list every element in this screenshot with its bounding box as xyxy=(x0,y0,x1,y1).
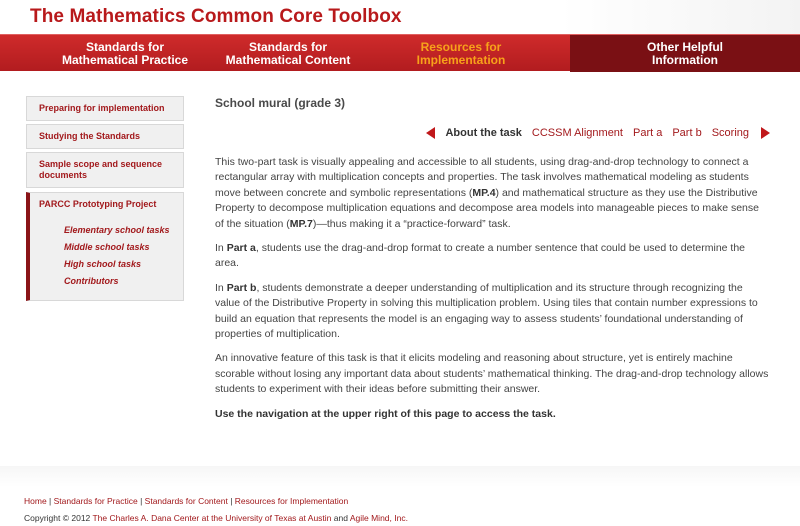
site-title[interactable]: The Mathematics Common Core Toolbox xyxy=(30,6,402,27)
sidebar-item-preparing[interactable] xyxy=(26,96,184,121)
footer-links xyxy=(24,496,348,506)
nav-label-line2: Information xyxy=(651,52,718,67)
nav-label-line1: Standards for xyxy=(85,39,164,54)
sidebar-item-label: Studying the Standards xyxy=(39,131,141,141)
sidebar-item-studying[interactable] xyxy=(26,124,184,149)
footer-link-agile-mind[interactable]: Agile Mind, Inc. xyxy=(349,513,408,523)
text: This two-part task is visually appealing and accessible to all students, using drag-and-drop technology to connect a rectangular array with multiplication concepts and properties. The task involves mathematical modeling as students move between concrete and symbolic representations ( xyxy=(215,156,749,199)
main-nav xyxy=(0,34,800,71)
paragraph-part-b xyxy=(215,281,770,343)
text: , students demonstrate a deeper understanding of multiplication and its structure through recognizing the value of the Distributive Property in solving this multiplication problem. Using tiles that contain number expressions to build an equation that represents the model is an engaging way to assess students’ foundational understanding of properties of multiplication. xyxy=(215,281,758,341)
text: )—thus making it a “practice-forward” task. xyxy=(312,217,511,230)
task-nav-scoring[interactable]: Scoring xyxy=(711,127,749,139)
nav-label-line1: Other Helpful xyxy=(646,39,723,54)
task-nav-part-b[interactable]: Part b xyxy=(672,127,702,139)
nav-standards-practice[interactable] xyxy=(40,35,210,72)
previous-arrow-icon[interactable] xyxy=(426,127,435,139)
sidebar-subitem-middle[interactable]: Middle school tasks xyxy=(64,242,150,252)
footer-link-content[interactable]: Standards for Content xyxy=(144,496,228,506)
sidebar-item-label: Preparing for implementation xyxy=(39,103,165,113)
nav-label-line2: Implementation xyxy=(416,52,506,67)
text: In xyxy=(215,281,227,294)
copyright xyxy=(24,513,408,523)
separator: | xyxy=(137,496,145,506)
text: ) and mathematical structure as they use the Distributive Property to decompose multiplication equations and decompose area models into manageable pieces to make sense of the situation ( xyxy=(215,186,759,230)
sidebar-item-parcc xyxy=(26,192,184,301)
copyright-text: and xyxy=(331,513,350,523)
nav-other-information[interactable] xyxy=(570,35,800,72)
footer-link-practice[interactable]: Standards for Practice xyxy=(53,496,138,506)
nav-label-line2: Mathematical Practice xyxy=(61,52,189,67)
copyright-text: Copyright © 2012 xyxy=(24,513,93,523)
paragraph-innovative: An innovative feature of this task is that it elicits modeling and reasoning about structure, yet is entirely machine scorable without losing any important data about students’ mathematical thinking. The drag-and-drop technology allows students to experiment with their ideas before submitting their answer. xyxy=(215,352,769,396)
part-ref: Part b xyxy=(226,281,257,294)
page-title: School mural (grade 3) xyxy=(215,96,346,110)
sidebar-item-scope-sequence[interactable] xyxy=(26,152,184,188)
task-description xyxy=(215,155,770,431)
nav-standards-content[interactable] xyxy=(203,35,373,72)
sidebar-item-label: Sample scope and sequence documents xyxy=(39,159,163,180)
practice-ref: MP.4 xyxy=(472,186,496,199)
nav-label-line1: Standards for xyxy=(248,39,327,54)
task-nav-part-a[interactable]: Part a xyxy=(632,127,663,139)
next-arrow-icon[interactable] xyxy=(761,127,770,139)
sidebar-subitem-elementary[interactable]: Elementary school tasks xyxy=(64,225,170,235)
paragraph-navigation-hint: Use the navigation at the upper right of this page to access the task. xyxy=(215,407,556,420)
separator: | xyxy=(46,496,54,506)
sidebar-subitem-contributors[interactable]: Contributors xyxy=(64,276,119,286)
separator: | xyxy=(227,496,235,506)
practice-ref: MP.7 xyxy=(289,217,313,230)
task-nav-about[interactable]: About the task xyxy=(445,127,522,139)
nav-resources-implementation[interactable] xyxy=(376,35,546,72)
site-header xyxy=(0,0,800,34)
footer-link-resources[interactable]: Resources for Implementation xyxy=(234,496,349,506)
nav-label-line2: Mathematical Content xyxy=(225,52,351,67)
paragraph-part-a xyxy=(215,241,770,272)
task-navigation xyxy=(426,125,770,141)
sidebar-item-label[interactable]: PARCC Prototyping Project xyxy=(39,199,157,209)
part-ref: Part a xyxy=(226,242,256,255)
nav-label-line1: Resources for xyxy=(420,39,502,54)
paragraph-intro xyxy=(215,155,770,232)
text: In xyxy=(215,242,227,255)
sidebar-subitem-high[interactable]: High school tasks xyxy=(64,259,142,269)
footer-link-home[interactable]: Home xyxy=(24,496,47,506)
task-nav-ccssm[interactable]: CCSSM Alignment xyxy=(531,127,623,139)
text: , students use the drag-and-drop format to create a number sentence that could be used to determine the area. xyxy=(215,242,746,270)
footer-link-dana-center[interactable]: The Charles A. Dana Center at the University of Texas at Austin xyxy=(92,513,332,523)
